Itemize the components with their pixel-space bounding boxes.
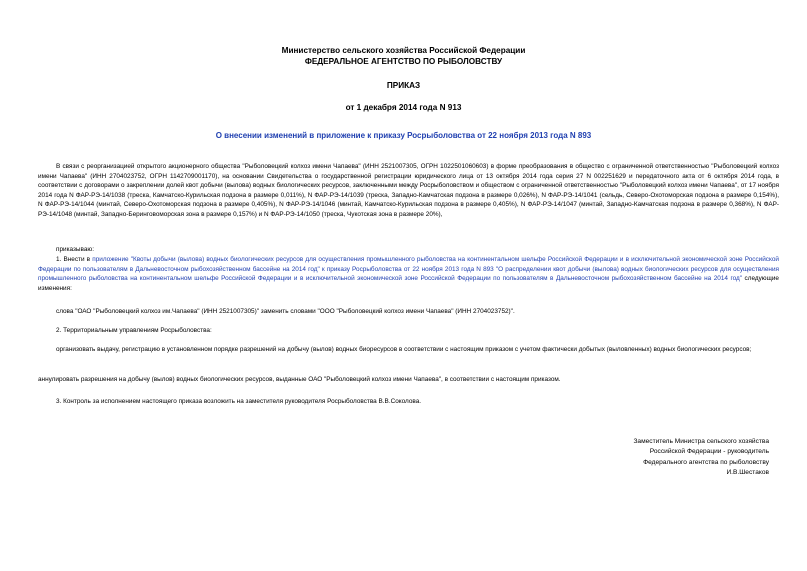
document-title bbox=[0, 131, 807, 141]
item-1-prefix: 1. Внести в bbox=[56, 256, 93, 263]
item-1-suffix: следующие изменения: bbox=[38, 275, 779, 292]
ministry-name: Министерство сельского хозяйства Российской Федерации bbox=[281, 46, 526, 55]
signature-line-2: Российской Федерации - руководитель bbox=[649, 448, 769, 456]
item-1-link[interactable]: приложение "Квоты добычи (вылова) водных биологических ресурсов для осуществления промышленного рыболовства на континентальном шельфе Российской Федерации и в исключительной экономической зоне Российской Федерации по пользователям в Дальневосточном рыбохозяйственном бассейне на 2014 год" к приказу Росрыболовства от 22 ноября 2013 года N 893 "О распределении квот добычи (вылова) водных биологических ресурсов для осуществления промышленного рыболовства на континентальном шельфе Российской Федерации и в исключительной экономической зоне Российской Федерации по пользователям в Дальневосточном рыбохозяйственном бассейне на 2014 год" bbox=[38, 256, 779, 283]
signature-block bbox=[633, 437, 769, 479]
signature-line-3: Федерального агентства по рыболовству bbox=[643, 458, 769, 466]
item-2-b: аннулировать разрешения на добычу (вылов) водных биологических ресурсов, выданные ОАО "Рыболовецкий колхоз имени Чапаева", в соответствии с настоящим приказом. bbox=[38, 376, 561, 383]
title-link[interactable]: приложение к приказу Росрыболовства от 22 ноября 2013 года N 893 bbox=[316, 131, 592, 140]
document-date: от 1 декабря 2014 года N 913 bbox=[345, 103, 462, 112]
preamble-paragraph: В связи с реорганизацией открытого акционерного общества "Рыболовецкий колхоз имени Чапаева" (ИНН 2521007305, ОГРН 1022501060603) в форме преобразования в общество с ограниченной ответственностью "Рыболовецкий колхоз имени Чапаева" (ИНН 2704023752, ОГРН 1142709001170), на основании Свидетельства о государственной регистрации юридического лица от 13 октября 2014 года серия 27 N 002251629 и передаточного акта от 6 октября 2014 года, в соответствии с договорами о закреплении долей квот добычи (вылова) водных биологических ресурсов, заключенными между Росрыболовством и обществом с ограниченной ответственностью "Рыболовецкий колхоз имени Чапаева", от 17 ноября 2014 года N ФАР-РЭ-14/1038 (треска, Камчатско-Курильская подзона в размере 0,011%), N ФАР-РЭ-14/1039 (треска, Западно-Камчатская подзона в размере 0,026%), N ФАР-РЭ-14/1041 (сельдь, Северо-Охотоморская подзона в размере 0,154%), N ФАР-РЭ-14/1044 (минтай, Северо-Охотоморская подзона в размере 0,405%), N ФАР-РЭ-14/1046 (минтай, Камчатско-Курильская подзона в размере 0,405%), N ФАР-РЭ-14/1047 (минтай, Западно-Камчатская подзона в размере 0,368%), N ФАР-РЭ-14/1048 (минтай, Западно-Беринговоморская зона в размере 0,157%) и N ФАР-РЭ-14/1050 (треска, Чукотская зона в размере 20%), bbox=[38, 163, 779, 218]
item-2: 2. Территориальным управлениям Росрыболовства: bbox=[56, 327, 212, 334]
item-2-a: организовать выдачу, регистрацию в установленном порядке разрешений на добычу (вылов) водных биоресурсов в соответствии с настоящим приказом с учетом фактически добытых (выловленных) водных биологических ресурсов; bbox=[56, 346, 752, 353]
agency-name: ФЕДЕРАЛЬНОЕ АГЕНТСТВО ПО РЫБОЛОВСТВУ bbox=[304, 57, 503, 66]
item-3: 3. Контроль за исполнением настоящего приказа возложить на заместителя руководителя Росрыболовства В.В.Соколова. bbox=[56, 398, 422, 405]
signature-name: И.В.Шестаков bbox=[726, 469, 769, 477]
document-type: ПРИКАЗ bbox=[386, 81, 421, 90]
item-1-words: слова "ОАО "Рыболовецкий колхоз им.Чапаева" (ИНН 2521007305)" заменить словами "ООО "Рыболовецкий колхоз имени Чапаева" (ИНН 2704023752)". bbox=[56, 308, 515, 315]
item-1 bbox=[38, 255, 779, 293]
orders-label: приказываю: bbox=[56, 246, 94, 253]
title-prefix: О внесении изменений в bbox=[215, 131, 317, 140]
signature-line-1: Заместитель Министра сельского хозяйства bbox=[633, 438, 769, 445]
